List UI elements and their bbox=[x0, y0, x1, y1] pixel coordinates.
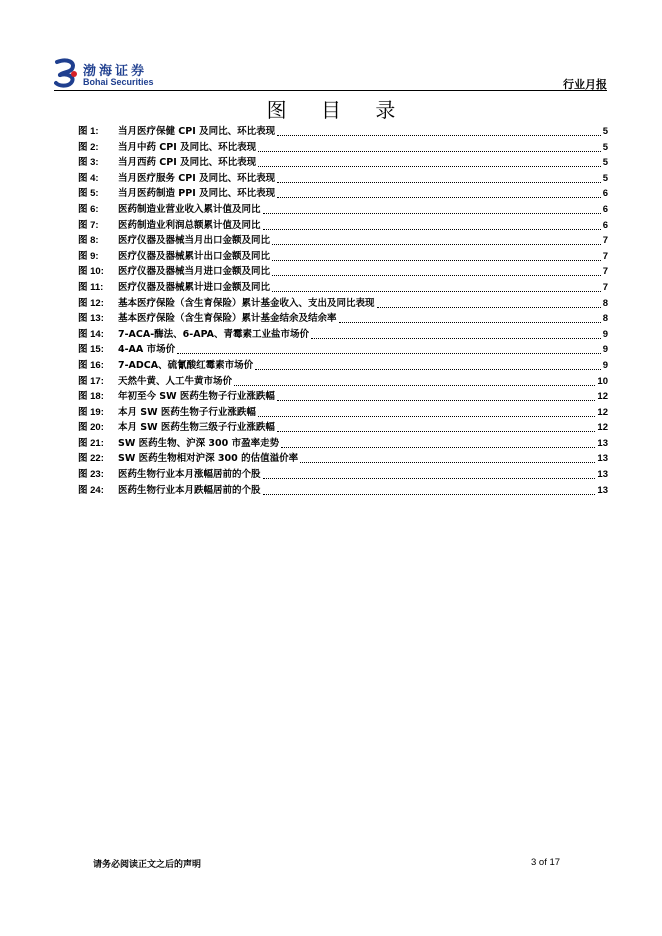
toc-entry-label: 图 16: bbox=[78, 359, 104, 371]
toc-entry-page: 8 bbox=[602, 297, 608, 309]
toc-entry-title: 医疗仪器及器械累计出口金额及同比 bbox=[118, 250, 271, 262]
toc-dot-leader bbox=[263, 205, 601, 214]
toc-entry-label: 图 9: bbox=[78, 250, 99, 262]
toc-dot-leader bbox=[258, 158, 601, 167]
toc-entry-page: 12 bbox=[597, 406, 608, 418]
toc-entry[interactable] bbox=[78, 327, 608, 343]
toc-dot-leader bbox=[258, 408, 595, 417]
toc-entry-page: 7 bbox=[602, 235, 608, 247]
toc-entry-title: 本月 SW 医药生物三级子行业涨跌幅 bbox=[118, 422, 275, 434]
toc-entry-label: 图 6: bbox=[78, 203, 99, 215]
toc-entry[interactable] bbox=[78, 140, 608, 156]
toc-entry[interactable] bbox=[78, 202, 608, 218]
toc-dot-leader bbox=[300, 454, 595, 463]
toc-entry-label: 图 7: bbox=[78, 219, 99, 231]
toc-dot-leader bbox=[277, 189, 601, 198]
toc-dot-leader bbox=[263, 221, 601, 230]
toc-entry-label: 图 11: bbox=[78, 281, 104, 293]
toc-entry-title: 医药生物行业本月涨幅居前的个股 bbox=[118, 469, 261, 481]
toc-entry-page: 8 bbox=[602, 313, 608, 325]
toc-entry-label: 图 4: bbox=[78, 172, 99, 184]
toc-dot-leader bbox=[234, 377, 595, 386]
toc-entry-page: 6 bbox=[602, 188, 608, 200]
toc-entry[interactable] bbox=[78, 420, 608, 436]
toc-entry-page: 13 bbox=[597, 437, 608, 449]
toc-entry-label: 图 1: bbox=[78, 126, 99, 137]
toc-entry-page: 13 bbox=[597, 484, 608, 496]
toc-entry[interactable] bbox=[78, 155, 608, 171]
toc-entry[interactable] bbox=[78, 358, 608, 374]
toc-entry-label: 图 3: bbox=[78, 157, 99, 169]
toc-entry-label: 图 5: bbox=[78, 188, 99, 200]
toc-entry-page: 5 bbox=[602, 172, 608, 184]
toc-entry-title: 基本医疗保险（含生育保险）累计基金收入、支出及同比表现 bbox=[118, 297, 375, 309]
toc-entry[interactable] bbox=[78, 124, 608, 140]
logo-english-name: Bohai Securities bbox=[83, 77, 154, 87]
toc-entry-label: 图 8: bbox=[78, 235, 99, 247]
toc-entry[interactable] bbox=[78, 405, 608, 421]
toc-entry-label: 图 17: bbox=[78, 375, 104, 387]
toc-entry-title: 基本医疗保险（含生育保险）累计基金结余及结余率 bbox=[118, 313, 337, 325]
toc-entry-label: 图 10: bbox=[78, 266, 104, 278]
toc-dot-leader bbox=[277, 174, 601, 183]
toc-title: 图 目 录 bbox=[266, 98, 410, 122]
toc-entry-title: 医疗仪器及器械当月进口金额及同比 bbox=[118, 266, 271, 278]
toc-entry-title: 7-ADCA、硫氰酸红霉素市场价 bbox=[118, 359, 254, 371]
toc-dot-leader bbox=[263, 486, 596, 495]
toc-entry-label: 图 23: bbox=[78, 469, 104, 481]
toc-entry[interactable] bbox=[78, 389, 608, 405]
toc-entry[interactable] bbox=[78, 436, 608, 452]
page-header bbox=[54, 52, 607, 92]
toc-entry[interactable] bbox=[78, 233, 608, 249]
toc-dot-leader bbox=[272, 283, 601, 292]
toc-entry-title: 年初至今 SW 医药生物子行业涨跌幅 bbox=[118, 391, 275, 403]
toc-entry-title: SW 医药生物、沪深 300 市盈率走势 bbox=[118, 437, 280, 449]
toc-entry-title: 4-AA 市场价 bbox=[118, 344, 176, 356]
toc-entry[interactable] bbox=[78, 374, 608, 390]
toc-dot-leader bbox=[177, 345, 601, 354]
toc-entry-label: 图 2: bbox=[78, 141, 99, 153]
toc-entry-page: 9 bbox=[602, 359, 608, 371]
toc-entry-label: 图 14: bbox=[78, 328, 104, 340]
toc-entry-label: 图 18: bbox=[78, 391, 104, 403]
toc-dot-leader bbox=[272, 252, 601, 261]
toc-entry-page: 7 bbox=[602, 250, 608, 262]
toc-entry-title: 当月中药 CPI 及同比、环比表现 bbox=[118, 141, 257, 153]
toc-entry-title: 医药制造业利润总额累计值及同比 bbox=[118, 219, 261, 231]
toc-dot-leader bbox=[263, 470, 596, 479]
toc-dot-leader bbox=[277, 127, 601, 136]
toc-dot-leader bbox=[277, 423, 595, 432]
toc-dot-leader bbox=[272, 236, 601, 245]
toc-entry-page: 12 bbox=[597, 391, 608, 403]
toc-entry-title: 本月 SW 医药生物子行业涨跌幅 bbox=[118, 406, 256, 418]
toc-entry-title: 医疗仪器及器械累计进口金额及同比 bbox=[118, 281, 271, 293]
toc-entry-page: 7 bbox=[602, 266, 608, 278]
toc-entry-title: 天然牛黄、人工牛黄市场价 bbox=[118, 375, 233, 387]
toc-dot-leader bbox=[281, 439, 595, 448]
toc-entry-page: 6 bbox=[602, 219, 608, 231]
toc-entry-label: 图 12: bbox=[78, 297, 104, 309]
toc-dot-leader bbox=[277, 392, 595, 401]
toc-entry-title: 当月医药制造 PPI 及同比、环比表现 bbox=[118, 188, 276, 200]
toc-entry-page: 5 bbox=[602, 141, 608, 153]
figure-toc-list bbox=[78, 124, 608, 498]
toc-entry[interactable] bbox=[78, 280, 608, 296]
toc-entry-label: 图 24: bbox=[78, 484, 104, 496]
toc-dot-leader bbox=[258, 143, 601, 152]
toc-dot-leader bbox=[272, 267, 601, 276]
toc-entry-page: 5 bbox=[602, 157, 608, 169]
bohai-logo-icon bbox=[54, 58, 78, 88]
toc-entry-title: 医药制造业营业收入累计值及同比 bbox=[118, 203, 261, 215]
toc-dot-leader bbox=[255, 361, 601, 370]
toc-entry[interactable] bbox=[78, 186, 608, 202]
toc-entry-page: 13 bbox=[597, 453, 608, 465]
toc-entry[interactable] bbox=[78, 483, 608, 499]
toc-entry-page: 6 bbox=[602, 203, 608, 215]
toc-entry-label: 图 21: bbox=[78, 437, 104, 449]
toc-entry[interactable] bbox=[78, 171, 608, 187]
toc-entry-title: SW 医药生物相对沪深 300 的估值溢价率 bbox=[118, 453, 299, 465]
toc-entry[interactable] bbox=[78, 451, 608, 467]
toc-entry-page: 5 bbox=[602, 126, 608, 137]
logo-chinese-name: 渤海证券 bbox=[83, 64, 148, 79]
toc-entry-title: 当月医疗服务 CPI 及同比、环比表现 bbox=[118, 172, 276, 184]
toc-entry-page: 9 bbox=[602, 344, 608, 356]
toc-entry[interactable] bbox=[78, 218, 608, 234]
toc-dot-leader bbox=[377, 299, 601, 308]
toc-entry[interactable] bbox=[78, 249, 608, 265]
header-divider bbox=[54, 90, 607, 91]
toc-entry-label: 图 19: bbox=[78, 406, 104, 418]
toc-entry[interactable] bbox=[78, 264, 608, 280]
toc-entry-title: 医药生物行业本月跌幅居前的个股 bbox=[118, 484, 261, 496]
toc-entry[interactable] bbox=[78, 342, 608, 358]
toc-entry-page: 10 bbox=[597, 375, 608, 387]
bohai-securities-logo bbox=[54, 58, 194, 88]
toc-entry-page: 12 bbox=[597, 422, 608, 434]
footer-page-indicator: 3 of 17 bbox=[531, 857, 561, 868]
report-type-label: 行业月报 bbox=[563, 78, 607, 91]
toc-entry-label: 图 15: bbox=[78, 344, 104, 356]
toc-dot-leader bbox=[339, 314, 601, 323]
toc-entry[interactable] bbox=[78, 467, 608, 483]
toc-entry-title: 当月医疗保健 CPI 及同比、环比表现 bbox=[118, 126, 276, 137]
toc-entry-page: 13 bbox=[597, 469, 608, 481]
toc-dot-leader bbox=[311, 330, 601, 339]
toc-entry-page: 9 bbox=[602, 328, 608, 340]
toc-entry-label: 图 13: bbox=[78, 313, 104, 325]
toc-entry[interactable] bbox=[78, 296, 608, 312]
toc-entry-label: 图 22: bbox=[78, 453, 104, 465]
footer-disclaimer: 请务必阅读正文之后的声明 bbox=[93, 860, 202, 870]
toc-entry-label: 图 20: bbox=[78, 422, 104, 434]
toc-entry-title: 当月西药 CPI 及同比、环比表现 bbox=[118, 157, 257, 169]
toc-entry-title: 医疗仪器及器械当月出口金额及同比 bbox=[118, 235, 271, 247]
toc-entry-title: 7-ACA-酶法、6-APA、青霉素工业盐市场价 bbox=[118, 328, 310, 340]
toc-entry[interactable] bbox=[78, 311, 608, 327]
toc-entry-page: 7 bbox=[602, 281, 608, 293]
